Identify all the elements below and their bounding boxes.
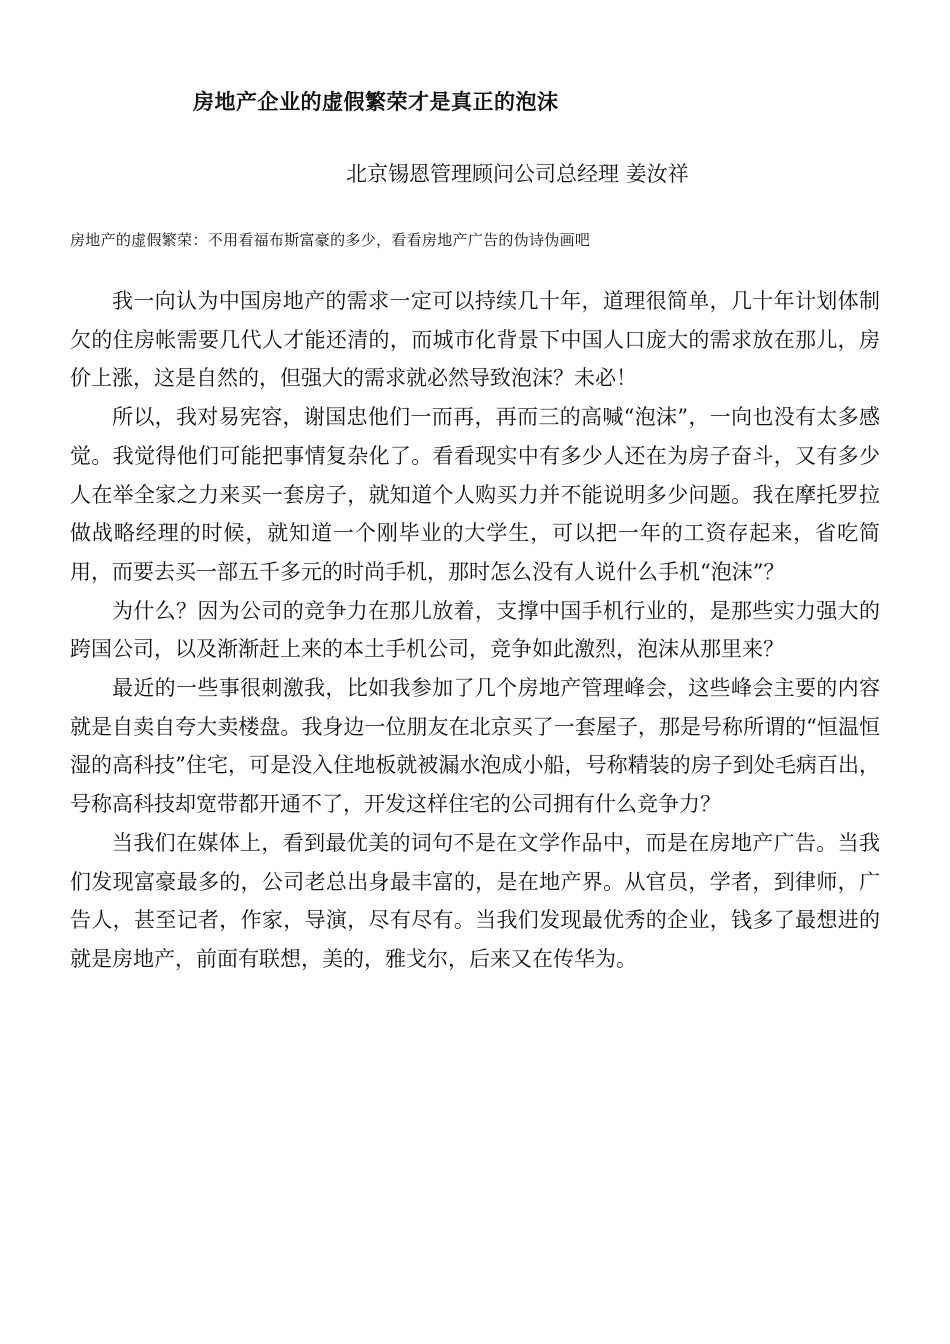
article-body bbox=[70, 282, 880, 979]
paragraph-1: 我一向认为中国房地产的需求一定可以持续几十年，道理很简单，几十年计划体制欠的住房帐需要几代人才能还清的，而城市化背景下中国人口庞大的需求放在那儿，房价上涨，这是自然的，但强大的需求就必然导致泡沫？未必！ bbox=[70, 289, 880, 391]
paragraph-4: 最近的一些事很刺激我，比如我参加了几个房地产管理峰会，这些峰会主要的内容就是自卖自夸大卖楼盘。我身边一位朋友在北京买了一套屋子，那是号称所谓的“恒温恒湿的高科技”住宅，可是没入住地板就被漏水泡成小船，号称精装的房子到处毛病百出，号称高科技却宽带都开通不了，开发这样住宅的公司拥有什么竞争力？ bbox=[70, 676, 880, 817]
document-subtitle: 房地产的虚假繁荣：不用看福布斯富豪的多少，看看房地产广告的伪诗伪画吧 bbox=[70, 231, 591, 249]
document-title: 房地产企业的虚假繁荣才是真正的泡沫 bbox=[193, 90, 559, 114]
author-line: 北京锡恩管理顾问公司总经理 姜汝祥 bbox=[346, 162, 689, 186]
paragraph-3: 为什么？因为公司的竞争力在那儿放着，支撑中国手机行业的，是那些实力强大的跨国公司，以及渐渐赶上来的本土手机公司，竞争如此激烈，泡沫从那里来？ bbox=[70, 598, 880, 662]
paragraph-2: 所以，我对易宪容，谢国忠他们一而再，再而三的高喊“泡沫”，一向也没有太多感觉。我觉得他们可能把事情复杂化了。看看现实中有多少人还在为房子奋斗，又有多少人在举全家之力来买一套房子，就知道个人购买力并不能说明多少问题。我在摩托罗拉做战略经理的时候，就知道一个刚毕业的大学生，可以把一年的工资存起来，省吃简用，而要去买一部五千多元的时尚手机，那时怎么没有人说什么手机“泡沫”？ bbox=[70, 405, 880, 584]
paragraph-5: 当我们在媒体上，看到最优美的词句不是在文学作品中，而是在房地产广告。当我们发现富豪最多的，公司老总出身最丰富的，是在地产界。从官员，学者，到律师，广告人，甚至记者，作家，导演，尽有尽有。当我们发现最优秀的企业，钱多了最想进的就是房地产，前面有联想，美的，雅戈尔，后来又在传华为。 bbox=[70, 830, 880, 971]
